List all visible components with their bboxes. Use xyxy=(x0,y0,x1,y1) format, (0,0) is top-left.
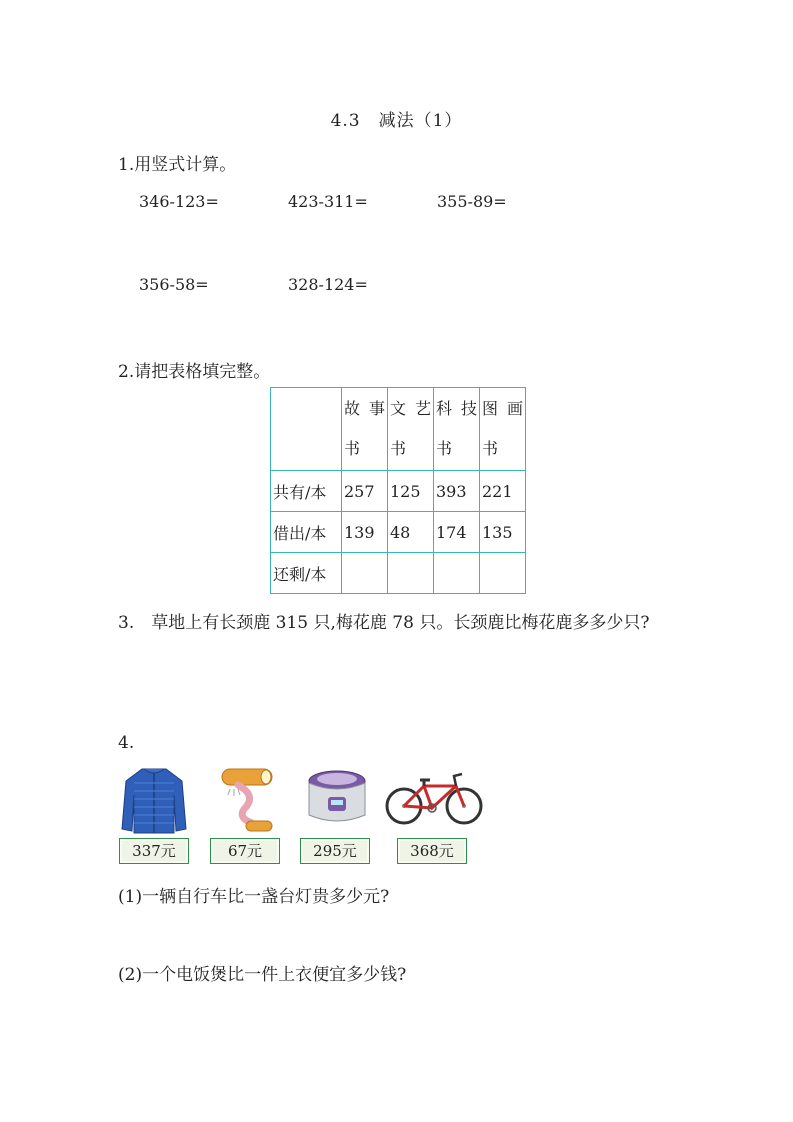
question-3-prompt: 3. 草地上有长颈鹿 315 只,梅花鹿 78 只。长颈鹿比梅花鹿多多少只? xyxy=(118,613,650,633)
table-header-cell: 图 画 书 xyxy=(480,388,526,471)
question-4-part-1: (1)一辆自行车比一盏台灯贵多少元? xyxy=(118,887,390,907)
jacket-icon xyxy=(120,765,188,835)
price-tag: 337元 xyxy=(119,838,189,864)
page-title: 4.3 减法（1） xyxy=(330,111,463,131)
expression: 346-123= xyxy=(139,192,219,211)
table-cell: 139 xyxy=(342,512,388,553)
expression: 355-89= xyxy=(437,192,507,211)
table-header-cell: 文 艺 书 xyxy=(388,388,434,471)
answer-cell[interactable] xyxy=(434,553,480,594)
table-row xyxy=(271,471,526,512)
desk-lamp-icon xyxy=(216,765,276,835)
table-cell: 221 xyxy=(480,471,526,512)
row-label: 还剩/本 xyxy=(271,553,342,594)
price-tag: 295元 xyxy=(300,838,370,864)
table-corner-cell xyxy=(271,388,342,471)
table-header-row xyxy=(271,388,526,471)
table-cell: 257 xyxy=(342,471,388,512)
answer-cell[interactable] xyxy=(388,553,434,594)
table-header-cell: 科 技 书 xyxy=(434,388,480,471)
expression: 356-58= xyxy=(139,275,209,294)
table-row xyxy=(271,553,526,594)
table-cell: 125 xyxy=(388,471,434,512)
expression: 423-311= xyxy=(288,192,368,211)
table-header-cell: 故 事 书 xyxy=(342,388,388,471)
price-tag: 67元 xyxy=(210,838,280,864)
question-4-prompt: 4. xyxy=(118,733,135,753)
expression: 328-124= xyxy=(288,275,368,294)
bicycle-icon xyxy=(384,770,484,826)
row-label: 共有/本 xyxy=(271,471,342,512)
price-tag: 368元 xyxy=(397,838,467,864)
table-cell: 174 xyxy=(434,512,480,553)
table-cell: 135 xyxy=(480,512,526,553)
answer-cell[interactable] xyxy=(480,553,526,594)
row-label: 借出/本 xyxy=(271,512,342,553)
rice-cooker-icon xyxy=(304,767,370,827)
question-4-part-2: (2)一个电饭煲比一件上衣便宜多少钱? xyxy=(118,965,407,985)
question-1-prompt: 1.用竖式计算。 xyxy=(118,155,237,175)
table-cell: 393 xyxy=(434,471,480,512)
question-2-prompt: 2.请把表格填完整。 xyxy=(118,362,271,382)
answer-cell[interactable] xyxy=(342,553,388,594)
books-table xyxy=(270,387,526,594)
table-cell: 48 xyxy=(388,512,434,553)
table-row xyxy=(271,512,526,553)
